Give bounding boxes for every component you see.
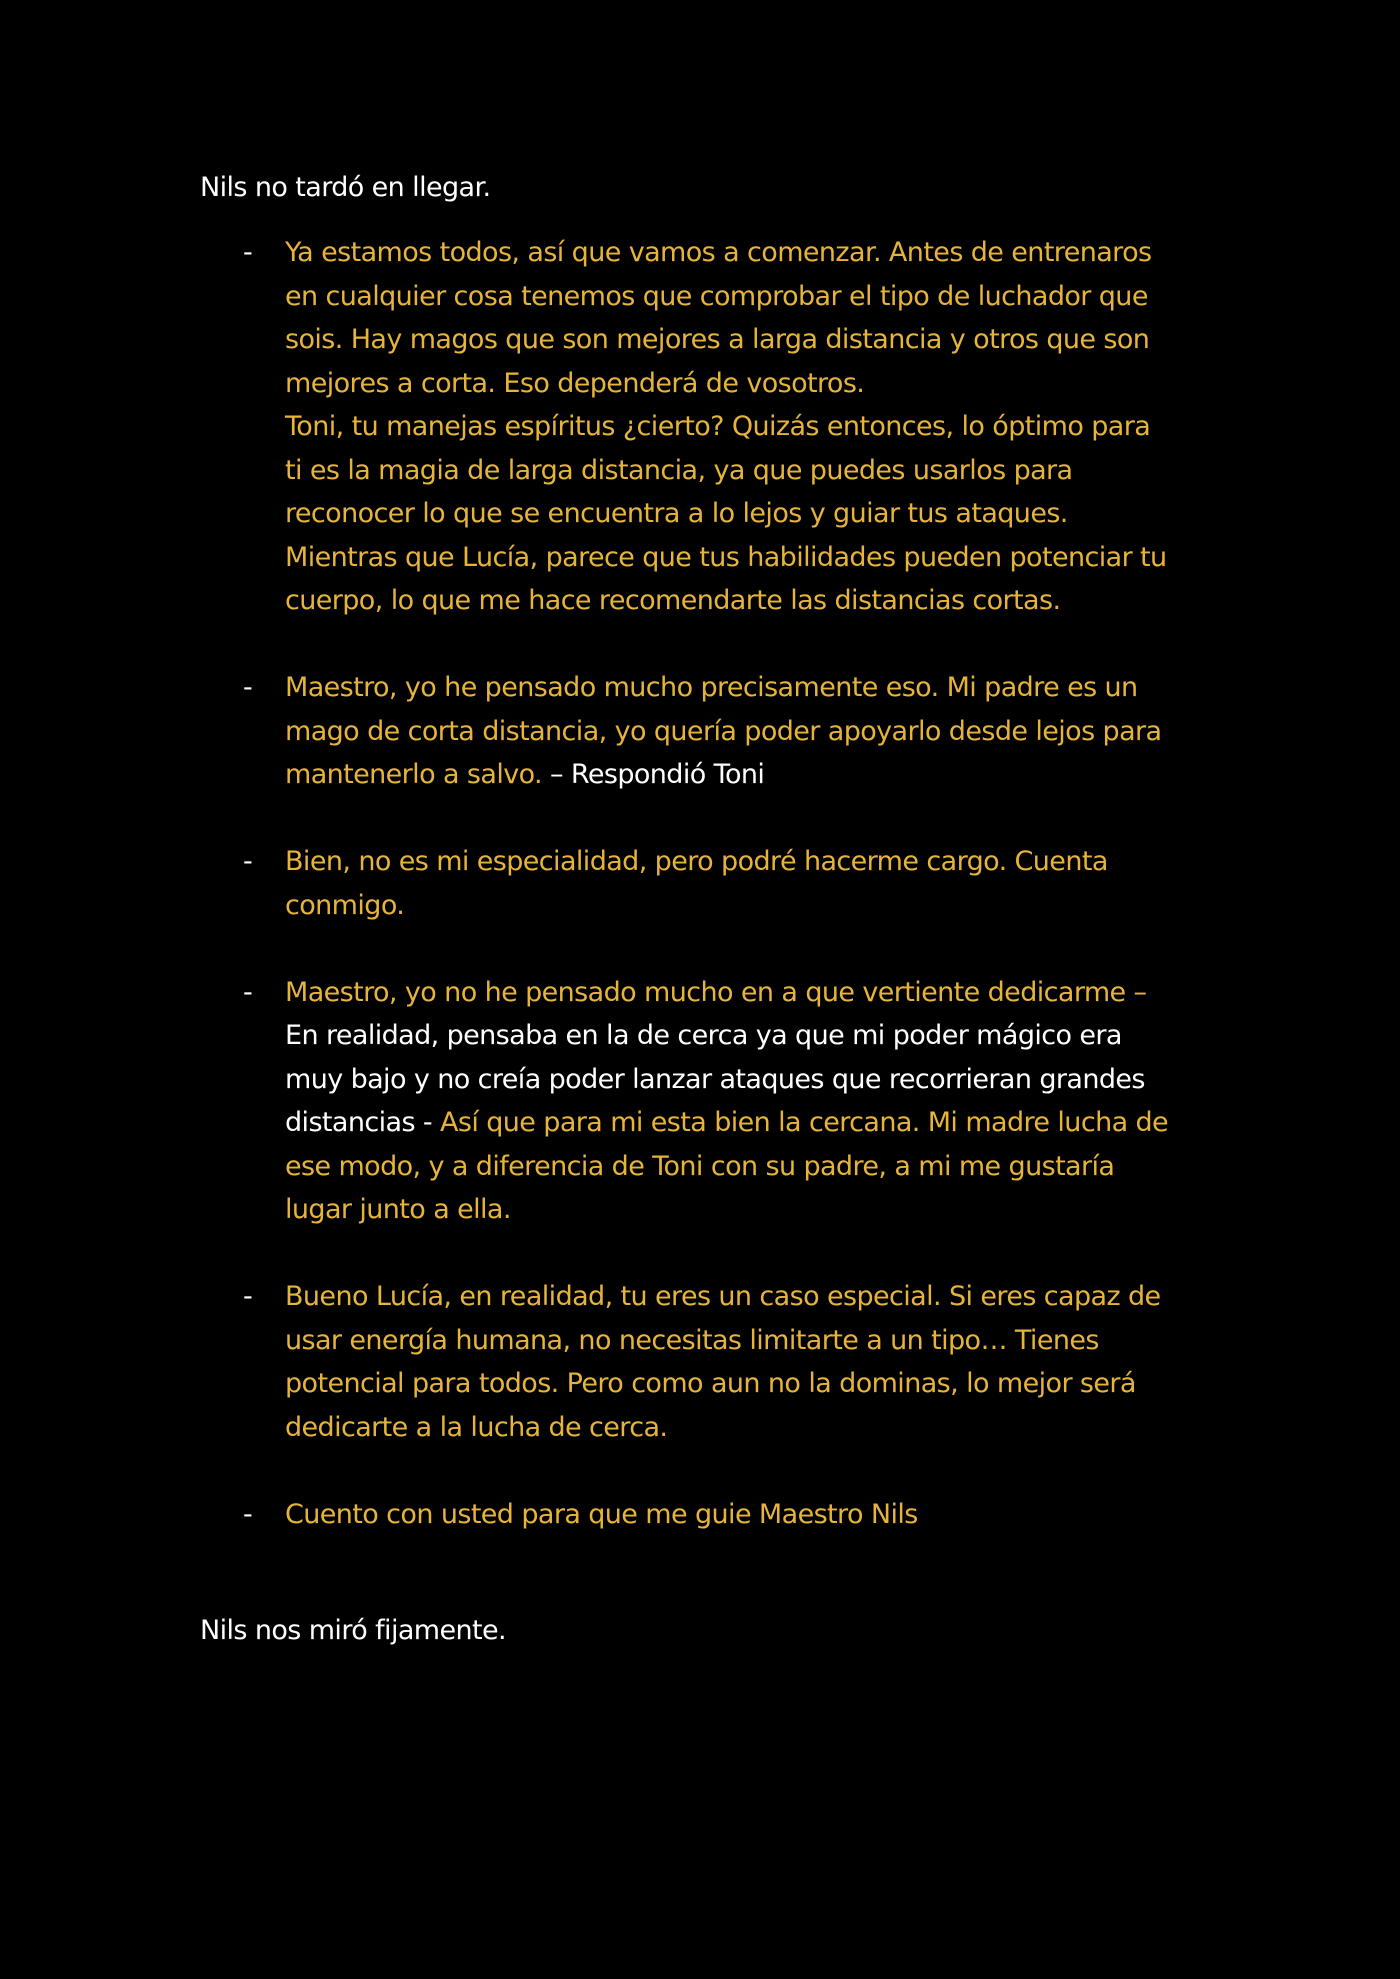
spoken-text: Toni, tu manejas espíritus ¿cierto? Quizás entonces, lo óptimo para	[285, 411, 1151, 442]
spoken-text: Bien, no es mi especialidad, pero podré hacerme cargo. Cuenta	[285, 846, 1108, 877]
spoken-text: Maestro, yo he pensado mucho precisamente eso. Mi padre es un	[285, 672, 1138, 703]
dialogue-line	[285, 231, 1400, 275]
dialogue-line	[285, 318, 1400, 362]
spoken-text: en cualquier cosa tenemos que comprobar el tipo de luchador que	[285, 280, 1148, 312]
dialogue-line	[285, 1493, 1400, 1537]
dialogue-line	[285, 579, 1400, 623]
spoken-text: conmigo.	[285, 889, 405, 921]
spoken-text: Bueno Lucía, en realidad, tu eres un caso especial. Si eres capaz de	[285, 1281, 1161, 1312]
dialogue-line	[285, 1058, 1400, 1102]
spoken-text: cuerpo, lo que me hace recomendarte las distancias cortas.	[285, 585, 1061, 616]
spoken-text: mejores a corta. Eso dependerá de vosotros.	[285, 367, 865, 399]
spoken-text: Mientras que Lucía, parece que tus habilidades pueden potenciar tu	[285, 541, 1167, 573]
spoken-text: Maestro, yo no he pensado mucho en a que vertiente dedicarme –	[285, 976, 1147, 1008]
dash-bullet: -	[243, 672, 253, 703]
dialogue-entry	[0, 971, 1400, 1232]
dialogue-line	[285, 449, 1400, 493]
dialogue-list	[0, 231, 1400, 1580]
dialogue-entry	[0, 231, 1400, 623]
dialogue-line	[285, 536, 1400, 580]
dialogue-line	[285, 1275, 1400, 1319]
dialogue-line	[285, 884, 1400, 928]
dialogue-line	[285, 1014, 1400, 1058]
spoken-text: reconocer lo que se encuentra a lo lejos y guiar tus ataques.	[285, 498, 1068, 529]
dialogue-line	[285, 1319, 1400, 1363]
dialogue-line	[285, 405, 1400, 449]
spoken-text: sois. Hay magos que son mejores a larga distancia y otros que son	[285, 324, 1150, 355]
dialogue-line	[285, 1406, 1400, 1450]
spoken-text: ti es la magia de larga distancia, ya que puedes usarlos para	[285, 454, 1073, 486]
dash-bullet: -	[243, 846, 253, 877]
spoken-text: Ya estamos todos, así que vamos a comenzar. Antes de entrenaros	[285, 237, 1152, 268]
narration-intro: Nils no tardó en llegar.	[200, 172, 491, 203]
dialogue-line	[285, 666, 1400, 710]
dialogue-line	[285, 840, 1400, 884]
narration-outro: Nils nos miró fijamente.	[200, 1615, 507, 1646]
spoken-text: lugar junto a ella.	[285, 1194, 511, 1225]
spoken-text: potencial para todos. Pero como aun no la dominas, lo mejor será	[285, 1368, 1136, 1399]
spoken-text: usar energía humana, no necesitas limitarte a un tipo… Tienes	[285, 1324, 1099, 1356]
dash-bullet: -	[243, 976, 253, 1008]
narration-text: muy bajo y no creía poder lanzar ataques que recorrieran grandes	[285, 1063, 1145, 1095]
dialogue-line	[285, 492, 1400, 536]
dialogue-line	[285, 753, 1400, 797]
dialogue-line	[285, 362, 1400, 406]
dialogue-line	[285, 1362, 1400, 1406]
spoken-text: mantenerlo a salvo.	[285, 759, 543, 790]
spoken-text: dedicarte a la lucha de cerca.	[285, 1411, 668, 1443]
spoken-text: Así que para mi esta bien la cercana. Mi madre lucha de	[440, 1107, 1169, 1138]
spoken-text: Cuento con usted para que me guie Maestro Nils	[285, 1498, 918, 1530]
narration-text: En realidad, pensaba en la de cerca ya que mi poder mágico era	[285, 1020, 1122, 1051]
dialogue-line	[285, 971, 1400, 1015]
dialogue-entry	[0, 840, 1400, 927]
dialogue-line	[285, 1101, 1400, 1145]
dialogue-line	[285, 1145, 1400, 1189]
narration-text: – Respondió Toni	[542, 759, 765, 790]
spoken-text: mago de corta distancia, yo quería poder apoyarlo desde lejos para	[285, 715, 1162, 747]
dialogue-entry	[0, 1493, 1400, 1537]
spoken-text: ese modo, y a diferencia de Toni con su padre, a mi me gustaría	[285, 1150, 1115, 1182]
dialogue-entry	[0, 666, 1400, 797]
narration-text: distancias -	[285, 1107, 441, 1138]
dash-bullet: -	[243, 237, 253, 268]
dash-bullet: -	[243, 1281, 253, 1312]
dialogue-entry	[0, 1275, 1400, 1449]
dialogue-line	[285, 710, 1400, 754]
dialogue-line	[285, 1188, 1400, 1232]
dash-bullet: -	[243, 1498, 253, 1530]
dialogue-line	[285, 275, 1400, 319]
